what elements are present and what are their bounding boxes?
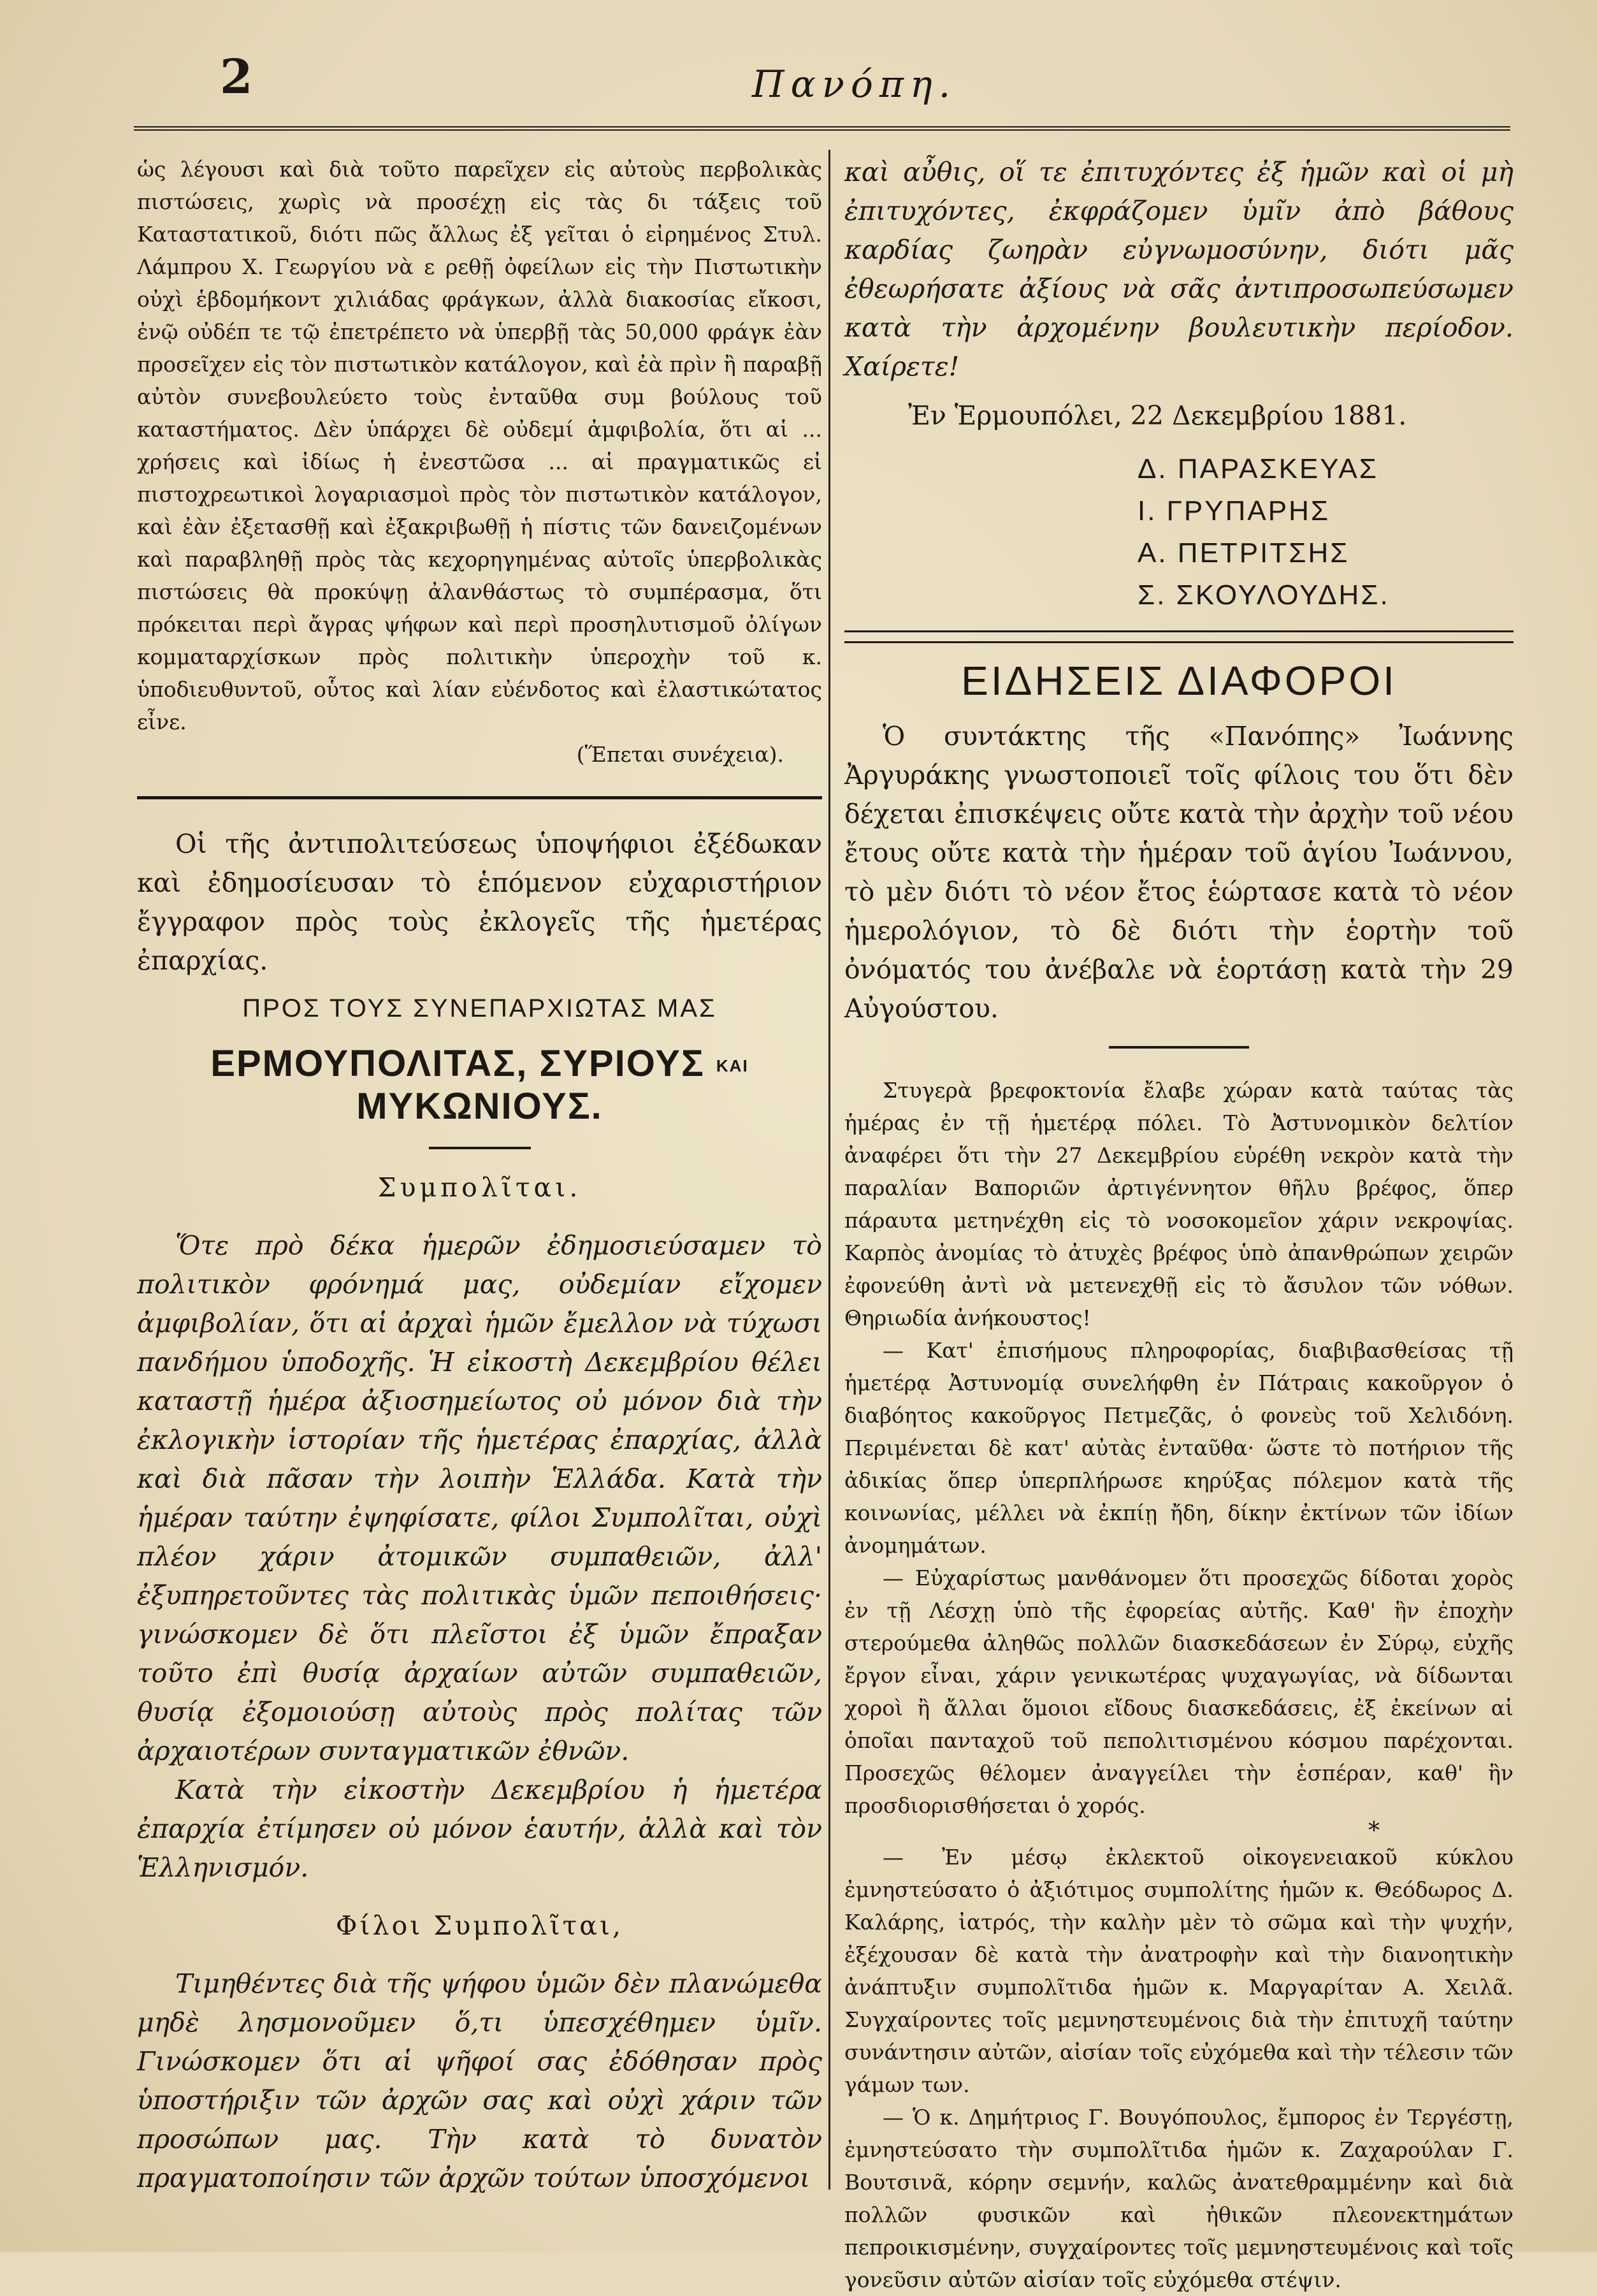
- column-divider: [828, 150, 830, 2190]
- heading-kai: ΚΑΙ: [716, 1056, 749, 1076]
- news-item: — Κατ' ἐπισήμους πληροφορίας, διαβιβασθείσας τῇ ἡμετέρᾳ Ἀστυνομίᾳ συνελήφθη ἐν Πάτραις κακοῦργον ὁ διαβόητος κακοῦργος Πετμεζᾶς, ὁ φονεὺς τοῦ Χελιδόνη. Περιμένεται δὲ κατ' αὐτὰς ἐνταῦθα· ὥστε τὸ ποτήριον τῆς ἀδικίας ὅπερ ὑπερπλήρωσε κηρύξας πόλεμον κατὰ τῆς κοινωνίας, μέλλει νὰ ἐκπίῃ ἤδη, δίκην ἐκτίνων τῶν ἰδίων ἀνομημάτων.: [844, 1338, 1514, 1558]
- signatory: Α. ΠΕΤΡΙΤΣΗΣ: [1138, 537, 1350, 569]
- letter-paragraph-1: Ὅτε πρὸ δέκα ἡμερῶν ἐδημοσιεύσαμεν τὸ πολιτικὸν φρόνημά μας, οὐδεμίαν εἴχομεν ἀμφιβολίαν, ὅτι αἱ ἀρχαὶ ἡμῶν ἔμελλον νὰ τύχωσι πανδήμου ὑποδοχῆς. Ἡ εἰκοστὴ Δεκεμβρίου θέλει καταστῇ ἡμέρα ἀξιοσημείωτος οὐ μόνον διὰ τὴν ἐκλογικὴν ἱστορίαν τῆς ἡμετέρας ἐπαρχίας, ἀλλὰ καὶ διὰ πᾶσαν τὴν λοιπὴν Ἑλλάδα. Κατὰ τὴν ἡμέραν ταύτην ἐψηφίσατε, φίλοι Συμπολῖται, οὐχὶ πλέον χάριν ἀτομικῶν συμπαθειῶν, ἀλλ' ἐξυπηρετοῦντες τὰς πολιτικὰς ὑμῶν πεποιθήσεις· γινώσκομεν δὲ ὅτι πλεῖστοι ἐξ ὑμῶν ἔπραξαν τοῦτο ἐπὶ θυσίᾳ ἀρχαίων αὐτῶν συμπαθειῶν, θυσίᾳ ἐξομοιούσῃ αὐτοὺς πρὸς πολίτας τῶν ἀρχαιοτέρων συνταγματικῶν ἐθνῶν.: [137, 1230, 822, 1766]
- signatory: Σ. ΣΚΟΥΛΟΥΔΗΣ.: [1138, 579, 1390, 611]
- continued-article: ὡς λέγουσι καὶ διὰ τοῦτο παρεῖχεν εἰς αὐτοὺς περβολικὰς πιστώσεις, χωρὶς νὰ προσέχῃ εἰς τὰς δι τάξεις τοῦ Καταστατικοῦ, διότι πῶς ἄλλως ἐξ γεῖται ὁ εἰρημένος Στυλ. Λάμπρου Χ. Γεωργίου νὰ ε ρεθῇ ὀφείλων εἰς τὴν Πιστωτικὴν οὐχὶ ἑβδομήκοντ χιλιάδας φράγκων, ἀλλὰ διακοσίας εἴκοσι, ἐνῷ οὐδέπ τε τῷ ἐπετρέπετο νὰ ὑπερβῇ τὰς 50,000 φράγκ ἐὰν προσεῖχεν εἰς τὸν πιστωτικὸν κατάλογον, καὶ ἐὰ πρὶν ἢ παραβῇ αὐτὸν συνεβουλεύετο τοὺς ἐνταῦθα συμ βούλους τοῦ καταστήματος. Δὲν ὑπάρχει δὲ οὐδεμί ἀμφιβολία, ὅτι αἱ ... χρήσεις καὶ ἰδίως ἡ ἐνεστῶσα ... αἱ πραγματικῶς εἰ πιστοχρεωτικοὶ λογαριασμοὶ πρὸς τὸν πιστωτικὸν κατάλογον, καὶ ἐὰν ἐξετασθῇ καὶ ἐξακριβωθῇ ἡ πίστις τῶν δανειζομένων καὶ παραβληθῇ πρὸς τὰς κεχορηγημένας αὐτοῖς ὑπερβολικὰς πιστώσεις θὰ προκύψῃ ἀλανθάστως τὸ συμπέρασμα, ὅτι πρόκειται περὶ ἄγρας ψήφων καὶ περὶ προσηλυτισμοῦ ὀλίγων κομματαρχίσκων πρὸς πολιτικὴν ὑπεροχὴν τοῦ κ. ὑποδιευθυντοῦ, οὗτος καὶ λίαν εὐένδοτος καὶ ἐλαστικώτατος εἶνε.: [137, 157, 822, 734]
- letter-heading-small: ΠΡΟΣ ΤΟΥΣ ΣΥΝΕΠΑΡΧΙΩΤΑΣ ΜΑΣ: [242, 994, 717, 1022]
- news-item: Στυγερὰ βρεφοκτονία ἔλαβε χώραν κατὰ ταύτας τὰς ἡμέρας ἐν τῇ ἡμετέρᾳ πόλει. Τὸ Ἀστυνομικὸν δελτίον ἀναφέρει ὅτι τὴν 27 Δεκεμβρίου εὑρέθη νεκρὸν κατὰ τὴν παραλίαν Βαποριῶν ἀρτιγέννητον θῆλυ βρέφος, ὅπερ πάραυτα μετηνέχθη εἰς τὸ νοσοκομεῖον χάριν νεκροψίας. Καρπὸς ἀνομίας τὸ ἀτυχὲς βρέφος ὑπὸ ἀπανθρώπων χειρῶν ἐφονεύθη ἀντὶ νὰ μετενεχθῇ εἰς τὸ ἄσυλον τῶν νόθων. Θηριωδία ἀνήκουστος!: [844, 1078, 1514, 1330]
- news-item: — Ὁ κ. Δημήτριος Γ. Βουγόπουλος, ἔμπορος ἐν Τεργέστῃ, ἐμνηστεύσατο τὴν συμπολῖτιδα ἡμῶν κ. Ζαχαρούλαν Γ. Βουτσινᾶ, κόρην σεμνήν, καλῶς ἀνατεθραμμένην καὶ διὰ πολλῶν φυσικῶν καὶ ἠθικῶν πλεονεκτημάτων πεπροικισμένην, συγχαίροντες τοῖς μεμνηστευμένοις καὶ τοῖς γονεῦσιν αὐτῶν αἰσίαν τοῖς εὐχόμεθα στέψιν.: [844, 2105, 1514, 2292]
- letter-paragraph-2: Κατὰ τὴν εἰκοστὴν Δεκεμβρίου ἡ ἡμετέρα ἐπαρχία ἐτίμησεν οὐ μόνον ἑαυτήν, ἀλλὰ καὶ τὸν Ἑλληνισμόν.: [137, 1775, 822, 1883]
- section-rule: [137, 796, 822, 799]
- page-number: 2: [220, 50, 253, 105]
- letter-intro: Οἱ τῆς ἀντιπολιτεύσεως ὑποψήφιοι ἐξέδωκαν καὶ ἐδημοσίευσαν τὸ ἑπόμενον εὐχαριστήριον ἔγγραφον πρὸς τοὺς ἐκλογεῖς τῆς ἡμετέρας ἐπαρχίας.: [137, 829, 822, 976]
- letter-paragraph-3: Τιμηθέντες διὰ τῆς ψήφου ὑμῶν δὲν πλανώμεθα μηδὲ λησμονοῦμεν ὅ,τι ὑπεσχέθημεν ὑμῖν. Γινώσκομεν ὅτι αἱ ψῆφοί σας ἐδόθησαν πρὸς ὑποστήριξιν τῶν ἀρχῶν σας καὶ οὐχὶ χάριν τῶν προσώπων μας. Τὴν κατὰ τὸ δυνατὸν πραγματοποίησιν τῶν ἀρχῶν τούτων ὑποσχόμενοι: [137, 1968, 822, 2193]
- dateline: Ἐν Ἑρμουπόλει, 22 Δεκεμβρίου 1881.: [908, 400, 1407, 431]
- salutation-2: Φίλοι Συμπολῖται,: [335, 1910, 624, 1941]
- news-rule: [1109, 1046, 1249, 1049]
- salutation-1: Συμπολῖται.: [377, 1172, 582, 1203]
- letter-heading-big: [137, 1042, 822, 1128]
- news-lead: Ὁ συντάκτης τῆς «Πανόπης» Ἰωάννης Ἀργυράκης γνωστοποιεῖ τοῖς φίλοις του ὅτι δὲν δέχεται ἐπισκέψεις οὔτε κατὰ τὴν ἀρχὴν τοῦ νέου ἔτους οὔτε κατὰ τὴν ἡμέραν τοῦ ἁγίου Ἰωάννου, τὸ μὲν διότι τὸ νέον ἔτος ἑώρτασε κατὰ τὸ νέον ἡμερολόγιον, τὸ δὲ διότι τὴν ἑορτὴν τοῦ ὀνόματός του ἀνέβαλε νὰ ἑορτάσῃ κατὰ τὴν 29 Αὐγούστου.: [844, 721, 1514, 1024]
- signatory: Δ. ΠΑΡΑΣΚΕΥΑΣ: [1138, 453, 1378, 484]
- news-item: — Εὐχαρίστως μανθάνομεν ὅτι προσεχῶς δίδοται χορὸς ἐν τῇ Λέσχῃ ὑπὸ τῆς ἐφορείας αὐτῆς. Καθ' ἣν ἐποχὴν στερούμεθα ἀληθῶς πολλῶν διασκεδάσεων ἐν Σύρῳ, εὐχῆς ἔργον εἶναι, χάριν γενικωτέρας ψυχαγωγίας, νὰ δίδωνται χοροὶ ἢ ἄλλαι ὅμοιοι εἴδους διασκεδάσεις, ἐξ ἐκείνων αἱ ὁποῖαι πανταχοῦ τοῦ πεπολιτισμένου κόσμου παρέχονται. Προσεχῶς θέλομεν ἀναγγείλει τὴν ἑσπέραν, καθ' ἣν προσδιορισθήσεται ὁ χορός.: [844, 1566, 1514, 1818]
- news-item: — Ἐν μέσῳ ἐκλεκτοῦ οἰκογενειακοῦ κύκλου ἐμνηστεύσατο ὁ ἀξιότιμος συμπολίτης ἡμῶν κ. Θεόδωρος Δ. Καλάρης, ἰατρός, τὴν καλὴν μὲν τὸ σῶμα καὶ τὴν ψυχήν, ἐξέχουσαν δὲ κατὰ τὴν ἀνατροφὴν καὶ τὴν διανοητικὴν ἀνάπτυξιν συμπολῖτιδα ἡμῶν κ. Μαργαρίταν Α. Χειλᾶ. Συγχαίροντες τοῖς μεμνηστευμένοις διὰ τὴν ἐπιτυχῆ ταύτην συνάντησιν αὐτῶν, αἰσίαν τοῖς εὐχόμεθα καὶ τὴν τέλεσιν τῶν γάμων των.: [844, 1845, 1514, 2097]
- asterisk-separator: *: [1368, 1818, 1380, 1844]
- news-section-title: ΕΙΔΗΣΕΙΣ ΔΙΑΦΟΡΟΙ: [961, 658, 1397, 704]
- letter-continuation: καὶ αὖθις, οἵ τε ἐπιτυχόντες ἐξ ἡμῶν καὶ οἱ μὴ ἐπιτυχόντες, ἐκφράζομεν ὑμῖν ἀπὸ βάθους καρδίας ζωηρὰν εὐγνωμοσύνην, διότι μᾶς ἐθεωρήσατε ἀξίους νὰ σᾶς ἀντιπροσωπεύσωμεν κατὰ τὴν ἀρχομένην βουλευτικὴν περίοδον. Χαίρετε!: [844, 157, 1514, 382]
- right-column: [844, 153, 1514, 2296]
- ornamental-rule: [844, 630, 1514, 643]
- masthead-title: Πανόπη.: [752, 62, 957, 106]
- continuation-note: (Ἕπεται συνέχεια).: [576, 742, 784, 767]
- heading-rule: [429, 1147, 531, 1149]
- heading-part-2: ΜΥΚΩΝΙΟΥΣ.: [356, 1086, 603, 1127]
- header-rule: [134, 126, 1510, 132]
- signatory: Ι. ΓΡΥΠΑΡΗΣ: [1138, 495, 1331, 527]
- heading-part-1: ΕΡΜΟΥΠΟΛΙΤΑΣ, ΣΥΡΙΟΥΣ: [210, 1043, 705, 1084]
- left-column: [137, 153, 822, 2198]
